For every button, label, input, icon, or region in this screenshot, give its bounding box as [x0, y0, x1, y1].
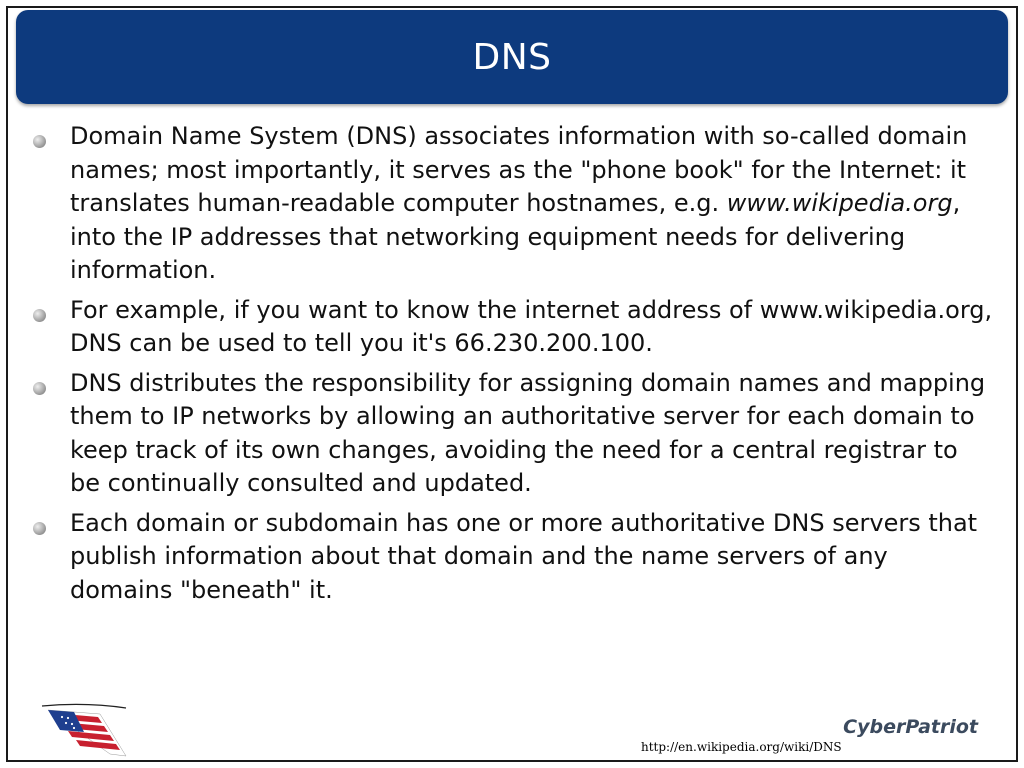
- bullet-dot-icon: [33, 382, 46, 395]
- slide-title: DNS: [472, 36, 552, 78]
- bullet-list: [30, 120, 995, 613]
- bullet-item: [30, 367, 995, 501]
- bullet-dot-icon: [33, 309, 46, 322]
- bullet-item: [30, 120, 995, 288]
- bullet-text: Domain Name System (DNS) associates information with so-called domain names; most importantly, it serves as the "phone book" for the Internet: it translates human-readable computer hostnames, e.g.: [70, 122, 968, 217]
- bullet-item: [30, 294, 995, 361]
- bullet-dot-icon: [33, 522, 46, 535]
- bullet-emphasis: www.wikipedia.org: [726, 189, 953, 217]
- bullet-text: Each domain or subdomain has one or more authoritative DNS servers that publish information about that domain and the name servers of any domains "beneath" it.: [70, 508, 978, 604]
- bullet-text: For example, if you want to know the internet address of www.wikipedia.org, DNS can be used to tell you it's 66.230.200.100.: [70, 295, 993, 357]
- cyberpatriot-brand: CyberPatriot: [843, 716, 978, 738]
- flag-logo-icon: [40, 700, 130, 758]
- bullet-dot-icon: [33, 135, 46, 148]
- bullet-text: DNS distributes the responsibility for assigning domain names and mapping them to IP networks by allowing an authoritative server for each domain to keep track of its own changes, avoiding the need for a central registrar to be continually consulted and updated.: [70, 368, 986, 497]
- source-url: http://en.wikipedia.org/wiki/DNS: [641, 740, 842, 754]
- bullet-text: , into the IP addresses that networking equipment needs for delivering information.: [70, 189, 961, 284]
- title-bar: [16, 10, 1008, 104]
- bullet-item: [30, 507, 995, 608]
